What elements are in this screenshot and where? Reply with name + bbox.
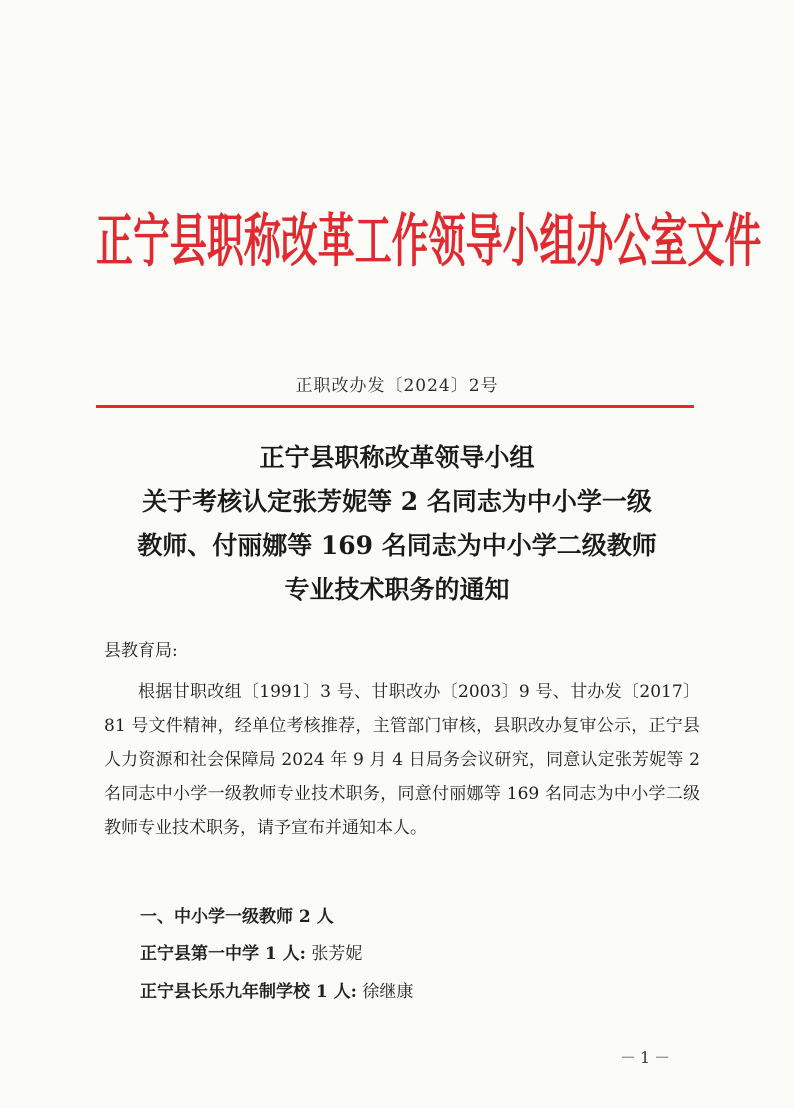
notice-title-line-4: 专业技术职务的通知 bbox=[284, 575, 510, 604]
body-paragraph: 根据甘职改组〔1991〕3 号、甘职改办〔2003〕9 号、甘办发〔2017〕81 号文件精神，经单位考核推荐，主管部门审核，县职改办复审公示，正宁县人力资源和社会保障局 2024 年 9 月 4 日局务会议研究，同意认定张芳妮等 2 名同志中小学一级教师专业技术职务，同意付丽娜等 169 名同志为中小学二级教师专业技术职务，请予宣布并通知本人。 bbox=[104, 682, 700, 838]
notice-title-line-3: 教师、付丽娜等 169 名同志为中小学二级教师 bbox=[137, 531, 657, 560]
school-name: 正宁县长乐九年制学校 1 人: bbox=[140, 982, 357, 1002]
addressee: 县教育局: bbox=[104, 641, 178, 661]
notice-title-line-1: 正宁县职称改革领导小组 bbox=[259, 443, 535, 472]
notice-title-line-2: 关于考核认定张芳妮等 2 名同志为中小学一级 bbox=[142, 487, 652, 516]
list-item bbox=[140, 939, 362, 964]
section-heading: 一、中小学一级教师 2 人 bbox=[140, 907, 334, 927]
document-header-title: 正宁县职称改革工作领导小组办公室文件 bbox=[96, 208, 762, 275]
document-number: 正职改办发〔2024〕2号 bbox=[295, 376, 499, 396]
red-divider-line bbox=[96, 405, 694, 408]
page-number: －1－ bbox=[620, 1048, 675, 1067]
teacher-names: 张芳妮 bbox=[311, 944, 363, 964]
school-name: 正宁县第一中学 1 人: bbox=[140, 944, 306, 964]
notice-title bbox=[0, 436, 794, 612]
list-item bbox=[140, 977, 413, 1002]
teacher-names: 徐继康 bbox=[362, 982, 414, 1002]
